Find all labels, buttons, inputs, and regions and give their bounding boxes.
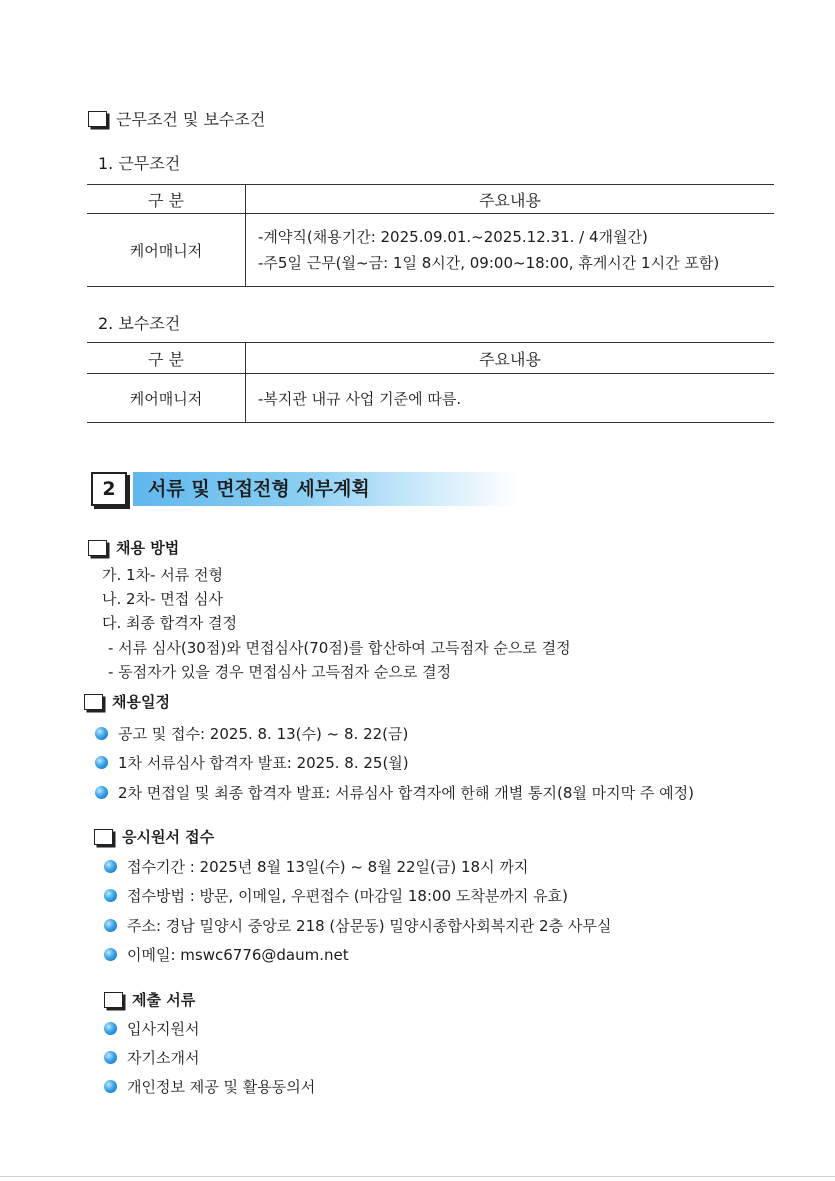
section-number-box: 2 bbox=[91, 472, 127, 506]
table-row bbox=[87, 374, 774, 423]
section-title-schedule bbox=[84, 691, 170, 712]
list-item: 접수방법 : 방문, 이메일, 우편접수 (마감일 18:00 도착분까지 유효) bbox=[104, 885, 568, 906]
section-title-text: 제출 서류 bbox=[132, 991, 196, 1009]
section-title-text: 채용일정 bbox=[112, 693, 170, 711]
list-item: 다. 최종 합격자 결정 bbox=[102, 614, 237, 632]
section-title-documents bbox=[104, 989, 195, 1010]
section-banner-title: 서류 및 면접전형 세부계획 bbox=[133, 472, 518, 506]
blue-bullet-icon bbox=[104, 1051, 117, 1064]
list-item: 입사지원서 bbox=[104, 1018, 199, 1039]
list-item: 이메일: mswc6776@daum.net bbox=[104, 944, 349, 965]
table-row-content bbox=[246, 214, 775, 287]
list-item: 2차 면접일 및 최종 합격자 발표: 서류심사 합격자에 한해 개별 통지(8월 마지막 주 예정) bbox=[95, 782, 694, 803]
table-row-content: -복지관 내규 사업 기준에 따름. bbox=[246, 374, 775, 423]
list-item: 주소: 경남 밀양시 중앙로 218 (삼문동) 밀양시종합사회복지관 2층 사무실 bbox=[104, 915, 611, 936]
blue-bullet-icon bbox=[104, 948, 117, 961]
table-header-row bbox=[87, 343, 774, 374]
blue-bullet-icon bbox=[95, 756, 108, 769]
blue-bullet-icon bbox=[104, 1022, 117, 1035]
blue-bullet-icon bbox=[104, 919, 117, 932]
content-line: -주5일 근무(월~금: 1일 8시간, 09:00~18:00, 휴게시간 1시간 포함) bbox=[258, 254, 720, 272]
subsection-heading-work: 1. 근무조건 bbox=[98, 154, 181, 173]
list-item: 개인정보 제공 및 활용동의서 bbox=[104, 1076, 315, 1097]
content-line: -계약직(채용기간: 2025.09.01.~2025.12.31. / 4개월간) bbox=[258, 228, 648, 246]
section-title-text: 근무조건 및 보수조건 bbox=[116, 110, 266, 129]
section-title-text: 응시원서 접수 bbox=[122, 828, 215, 846]
list-item: 가. 1차- 서류 전형 bbox=[102, 566, 223, 584]
list-item: - 동점자가 있을 경우 면접심사 고득점자 순으로 결정 bbox=[108, 663, 452, 681]
list-item: 접수기간 : 2025년 8월 13일(수) ~ 8월 22일(금) 18시 까지 bbox=[104, 856, 528, 877]
table-row bbox=[87, 214, 774, 287]
list-item: 공고 및 접수: 2025. 8. 13(수) ~ 8. 22(금) bbox=[95, 723, 408, 744]
section-title-method bbox=[88, 537, 179, 558]
work-conditions-table bbox=[87, 184, 774, 287]
checkbox-square-icon bbox=[88, 540, 107, 556]
table-row-label: 케어매니저 bbox=[87, 374, 246, 423]
table-header-content: 주요내용 bbox=[246, 185, 775, 214]
blue-bullet-icon bbox=[104, 889, 117, 902]
checkbox-square-icon bbox=[104, 992, 123, 1008]
table-row-label: 케어매니저 bbox=[87, 214, 246, 287]
checkbox-square-icon bbox=[84, 694, 103, 710]
list-item: 나. 2차- 면접 심사 bbox=[102, 590, 223, 608]
list-item: 1차 서류심사 합격자 발표: 2025. 8. 25(월) bbox=[95, 752, 409, 773]
blue-bullet-icon bbox=[95, 727, 108, 740]
blue-bullet-icon bbox=[104, 1080, 117, 1093]
subsection-heading-pay: 2. 보수조건 bbox=[98, 314, 181, 333]
page-bottom-divider bbox=[0, 1176, 835, 1177]
checkbox-square-icon bbox=[88, 111, 107, 127]
blue-bullet-icon bbox=[95, 786, 108, 799]
table-header-row bbox=[87, 185, 774, 214]
table-header-category: 구 분 bbox=[87, 185, 246, 214]
checkbox-square-icon bbox=[94, 829, 113, 845]
pay-conditions-table bbox=[87, 342, 774, 423]
table-header-content: 주요내용 bbox=[246, 343, 775, 374]
table-header-category: 구 분 bbox=[87, 343, 246, 374]
section-title-text: 채용 방법 bbox=[116, 539, 180, 557]
list-item: 자기소개서 bbox=[104, 1047, 199, 1068]
section-title-application bbox=[94, 826, 214, 847]
list-item: - 서류 심사(30점)와 면접심사(70점)를 합산하여 고득점자 순으로 결정 bbox=[108, 639, 571, 657]
blue-bullet-icon bbox=[104, 860, 117, 873]
section-title-conditions bbox=[88, 107, 265, 130]
